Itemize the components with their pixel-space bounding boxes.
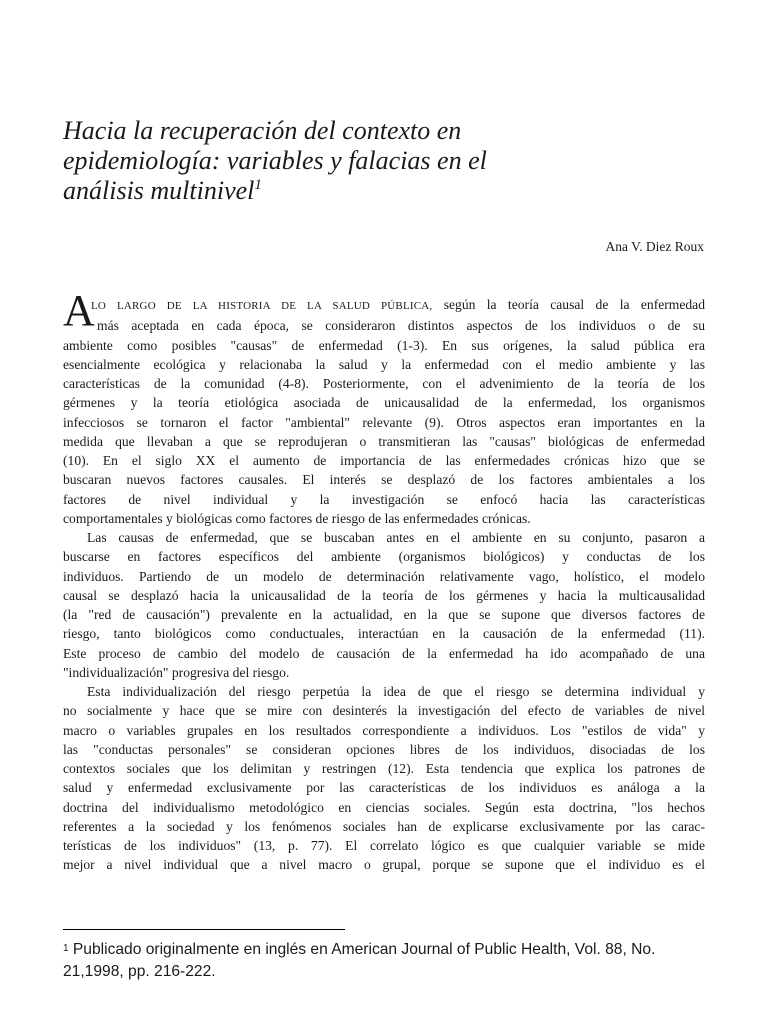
footnote-text-1: Publicado originalmente en inglés en American Journal of Public Health, Vol. 88, No. [68,941,656,958]
paragraph-3-line-10: mejor a nivel individual que a nivel macro o grupal, porque se supone que el individuo es el [63,857,705,873]
author-name: Ana V. Diez Roux [605,239,704,254]
footnote-line-1 [63,939,713,961]
paragraph-2-line-4: causal se desplazó hacia la unicausalidad de la teoría de los gérmenes y hacia la multicausalidad [63,587,705,603]
paragraph-1-line-8: medida que llevaban a que se reprodujeran o transmitieran las "causas" biológicas de enfermedad [63,433,705,449]
title-line-3 [63,176,663,206]
paragraph-1-line-12: comportamentales y biológicas como factores de riesgo de las enfermedades crónicas. [63,510,531,526]
paragraph-2-line-2: buscarse en factores específicos del ambiente (organismos biológicos) y conductas de los [63,549,705,565]
paragraph-1-line-9: (10). En el siglo XX el aumento de importancia de las enfermedades crónicas hizo que se [63,453,705,468]
paragraph-1-line-10: buscaran nuevos factores causales. El interés se desplazó de los factores ambientales a los [63,472,705,488]
footnote-mark: 1 [63,943,69,954]
paragraph-2-line-6: riesgo, tanto biológicos como conductuales, interactúan en la causación de la enfermedad (11). [63,626,705,642]
paragraph-3-line-2: no socialmente y hace que se mire con desinterés la investigación del efecto de variables de nivel [63,703,705,719]
paragraph-2-line-1: Las causas de enfermedad, que se buscaban antes en el ambiente en su conjunto, pasaron a [87,530,705,545]
paragraph-3-line-1: Esta individualización del riesgo perpetúa la idea de que el riesgo se determina individual y [87,684,705,699]
footnote-divider [63,929,345,930]
paragraph-1-line-5: características de la comunidad (4-8). Posteriormente, con el advenimiento de la teoría de los [63,376,705,391]
footnote [63,939,713,983]
paragraph-1-line-7: infecciosos se tornaron el factor "ambiental" relevante (9). Otros aspectos eran importantes en la [63,414,705,430]
paragraph-1-line-2: más aceptada en cada época, se consideraron distintos aspectos de los individuos o de su [97,318,705,334]
paragraph-2-line-3: individuos. Partiendo de un modelo de determinación relativamente vago, holístico, el modelo [63,568,705,584]
drop-cap: A [63,286,95,335]
paragraph-line [63,295,705,316]
paragraph-3-line-8: referentes a la sociedad y los fenómenos sociales han de explicarse exclusivamente por las carac- [63,818,705,834]
paragraph-3-line-6: salud y enfermedad exclusivamente por las características de los individuos es análoga a la [63,780,705,796]
paragraph-1-line-1: según la teoría causal de la enfermedad [432,297,706,312]
article-body [63,286,706,875]
paragraph-3-line-9: terísticas de los individuos" (13, p. 77). El correlato lógico es que cualquier variable se mide [63,838,705,853]
title-line-1: Hacia la recuperación del contexto en [63,116,462,145]
paragraph-3 [63,682,705,875]
title-footnote-mark[interactable]: 1 [254,177,262,193]
title-line-2: epidemiología: variables y falacias en el [63,146,487,175]
small-caps-lead: LO LARGO DE LA HISTORIA DE LA SALUD PÚBLICA, [91,300,433,312]
paragraph-3-line-7: doctrina del individualismo metodológico en ciencias sociales. Según esta doctrina, "los hechos [63,799,705,815]
title-line-3-text: análisis multinivel [63,176,255,205]
paragraph-1-line-3: ambiente como posibles "causas" de enfermedad (1-3). En sus orígenes, la salud pública era [63,337,705,353]
paragraph-2-line-8: "individualización" progresiva del riesgo. [63,664,290,680]
paragraph-1-line-11: factores de nivel individual y la investigación se enfocó hacia las características [63,491,705,507]
article-title [63,116,663,206]
paragraph-3-line-3: macro o variables grupales en los resultados correspondiente a individuos. Los "estilos de vida" y [63,722,705,738]
paragraph-1-line-4: esencialmente ecológica y relacionaba la salud y la enfermedad con el medio ambiente y las [63,356,705,372]
paragraph-2-line-5: (la "red de causación") prevalente en la actualidad, en la que se supone que diversos factores de [63,607,705,622]
footnote-line-2: 21,1998, pp. 216-222. [63,963,216,980]
paragraph-3-line-4: las "conductas personales" se consideran opciones libres de los individuos, disociadas de los [63,741,705,757]
paragraph-2-line-7: Este proceso de cambio del modelo de causación de la enfermedad ha ido acompañado de una [63,645,705,661]
paragraph-1-line-6: gérmenes y la teoría etiológica asociada de unicausalidad de la enfermedad, los organismos [63,395,705,411]
paragraph-2 [63,528,705,682]
paragraph-1 [63,286,706,528]
paragraph-3-line-5: contextos sociales que los delimitan y restringen (12). Esta tendencia que explica los patrones de [63,761,705,776]
